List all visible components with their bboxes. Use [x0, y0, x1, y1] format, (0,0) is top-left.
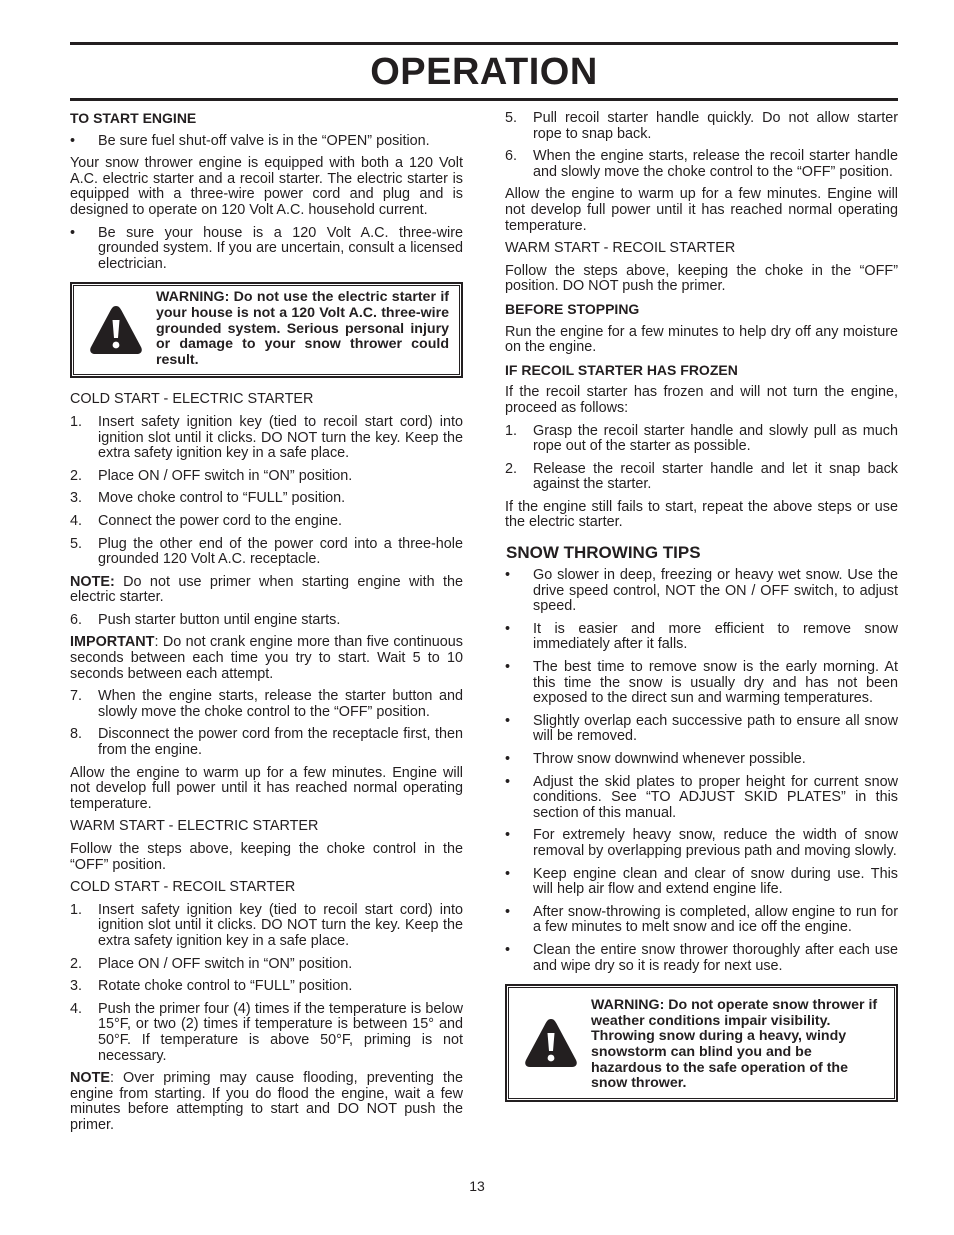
section-heading: TO START ENGINE	[70, 110, 197, 126]
bullet-icon: •	[505, 773, 511, 790]
bullet-list	[70, 226, 463, 273]
numbered-list	[505, 111, 898, 180]
left-column	[70, 111, 463, 1141]
page-title: OPERATION	[370, 51, 598, 93]
numbered-list	[70, 415, 463, 568]
subsection-heading: WARM START - RECOIL STARTER	[505, 240, 736, 257]
numbered-list	[70, 689, 463, 758]
section-heading: BEFORE STOPPING	[505, 300, 640, 317]
list-item: • Be sure fuel shut-off valve is in the “OPEN” position.	[70, 132, 430, 149]
list-item: 4. Push the primer four (4) times if the temperature is below 15°F, or two (2) times if temperature is between 15° and 50°F. If temperature is above 50°F, priming is not necessary.	[70, 1000, 463, 1064]
paragraph: Your snow thrower engine is equipped with both a 120 Volt A.C. electric starter and a recoil starter. The electric starter is equipped with a three-wire power cord and plug and is designed to operate on 120 Volt A.C. household current.	[70, 155, 463, 218]
paragraph: If the engine still fails to start, repeat the above steps or use the electric starter.	[505, 498, 898, 531]
bullet-icon: •	[505, 751, 511, 767]
bullet-icon: •	[505, 620, 511, 637]
list-item: 1. Insert safety ignition key (tied to recoil start cord) into ignition slot until it clicks. DO NOT turn the key. Keep the extra safety ignition key in a safe place.	[70, 901, 463, 949]
list-item: • For extremely heavy snow, reduce the width of snow removal by overlapping previous path and moving slowly.	[505, 827, 898, 859]
list-item: 4. Connect the power cord to the engine.	[70, 512, 343, 529]
list-item: • Go slower in deep, freezing or heavy wet snow. Use the drive speed control, NOT the ON / OFF switch, to adjust speed.	[505, 567, 898, 615]
paragraph: Allow the engine to warm up for a few minutes. Engine will not develop full power until it has reached normal operating temperature.	[70, 764, 463, 812]
bullet-icon: •	[505, 567, 511, 584]
list-item: 1. Insert safety ignition key (tied to recoil start cord) into ignition slot until it clicks. DO NOT turn the key. Keep the extra safety ignition key in a safe place.	[70, 413, 463, 462]
bullet-icon: •	[505, 827, 511, 844]
paragraph: If the recoil starter has frozen and will not turn the engine, proceed as follows:	[505, 384, 898, 416]
bullet-icon: •	[505, 659, 511, 676]
list-item: • The best time to remove snow is the early morning. At this time the snow is usually dry and has not been exposed to the direct sun and warming temperatures.	[505, 659, 898, 707]
warning-triangle-icon	[86, 300, 146, 360]
section-heading: IF RECOIL STARTER HAS FROZEN	[505, 361, 738, 378]
list-item: 5. Plug the other end of the power cord into a three-hole grounded 120 Volt A.C. receptacle.	[70, 535, 463, 568]
subsection-heading: WARM START - ELECTRIC STARTER	[70, 818, 319, 835]
numbered-list	[505, 424, 898, 493]
bullet-icon: •	[70, 224, 76, 241]
paragraph: Run the engine for a few minutes to help dry off any moisture on the engine.	[505, 323, 898, 356]
bullet-icon: •	[505, 903, 511, 920]
list-item: 7. When the engine starts, release the starter button and slowly move the choke control to the “OFF” position.	[70, 688, 463, 720]
right-column	[505, 111, 898, 1116]
list-item: 6. Push starter button until engine starts.	[70, 611, 341, 628]
list-item: • Be sure your house is a 120 Volt A.C. three-wire grounded system. If you are uncertain, consult a licensed electrician.	[70, 224, 463, 272]
numbered-list	[70, 903, 463, 1064]
list-item: 2. Place ON / OFF switch in “ON” position.	[70, 955, 353, 972]
note-paragraph: NOTE: Do not use primer when starting engine with the electric starter.	[70, 573, 463, 606]
bullet-icon: •	[505, 865, 511, 882]
note-paragraph: NOTE: Over priming may cause flooding, preventing the engine from starting. If you do flood the engine, wait a few minutes before attempting to start and DO NOT push the primer.	[70, 1070, 463, 1133]
warning-box	[70, 282, 463, 378]
list-item: 3. Move choke control to “FULL” position.	[70, 490, 346, 507]
list-item: 2. Release the recoil starter handle and let it snap back against the starter.	[505, 460, 898, 493]
warning-text: WARNING: Do not operate snow thrower if weather conditions impair visibility. Throwing snow during a heavy, windy snowstorm can blind you and be hazardous to the safe operation of the snow thrower.	[591, 997, 878, 1092]
list-item: 8. Disconnect the power cord from the receptacle first, then from the engine.	[70, 726, 463, 759]
paragraph: Allow the engine to warm up for a few minutes. Engine will not develop full power until it has reached normal operating temperature.	[505, 186, 898, 234]
numbered-list	[70, 613, 463, 629]
top-rule	[70, 42, 898, 45]
bullet-icon: •	[505, 941, 511, 958]
list-item: 1. Grasp the recoil starter handle and slowly pull as much rope out of the starter as possible.	[505, 422, 898, 455]
list-item: • Adjust the skid plates to proper height for current snow conditions. See “TO ADJUST SKID PLATES” in this section of this manual.	[505, 773, 898, 821]
bullet-list	[70, 134, 463, 150]
bullet-icon: •	[70, 132, 76, 149]
list-item: 5. Pull recoil starter handle quickly. Do not allow starter rope to snap back.	[505, 110, 898, 142]
list-item: • Keep engine clean and clear of snow during use. This will help air flow and extend engine life.	[505, 865, 898, 898]
subsection-heading: COLD START - RECOIL STARTER	[70, 879, 296, 896]
section-heading-large: SNOW THROWING TIPS	[506, 543, 701, 563]
warning-text: WARNING: Do not use the electric starter if your house is not a 120 Volt A.C. three-wire grounded system. Serious personal injury or damage to your snow thrower could result.	[156, 289, 449, 368]
list-item: 6. When the engine starts, release the recoil starter handle and slowly move the choke control to the “OFF” position.	[505, 148, 898, 180]
list-item: • Slightly overlap each successive path to ensure all snow will be removed.	[505, 712, 898, 745]
list-item: • It is easier and more efficient to remove snow immediately after it falls.	[505, 620, 898, 653]
warning-triangle-icon	[521, 1013, 581, 1073]
page-number: 13	[469, 1178, 485, 1194]
paragraph: Follow the steps above, keeping the choke in the “OFF” position. DO NOT push the primer.	[505, 262, 898, 295]
list-item: 2. Place ON / OFF switch in “ON” position.	[70, 467, 353, 484]
list-item: • Clean the entire snow thrower thoroughly after each use and wipe dry so it is ready for next use.	[505, 941, 898, 974]
subsection-heading: COLD START - ELECTRIC STARTER	[70, 391, 314, 408]
list-item: • After snow-throwing is completed, allow engine to run for a few minutes to melt snow and ice off the engine.	[505, 903, 898, 936]
title-underline	[70, 98, 898, 101]
warning-box	[505, 984, 898, 1102]
important-paragraph: IMPORTANT: Do not crank engine more than five continuous seconds between each time you try to start. Wait 5 to 10 seconds between each attempt.	[70, 634, 463, 682]
paragraph: Follow the steps above, keeping the choke control in the “OFF” position.	[70, 841, 463, 873]
list-item: • Throw snow downwind whenever possible.	[505, 751, 806, 767]
bullet-icon: •	[505, 712, 511, 729]
list-item: 3. Rotate choke control to “FULL” position.	[70, 978, 353, 995]
tips-list	[505, 568, 898, 974]
